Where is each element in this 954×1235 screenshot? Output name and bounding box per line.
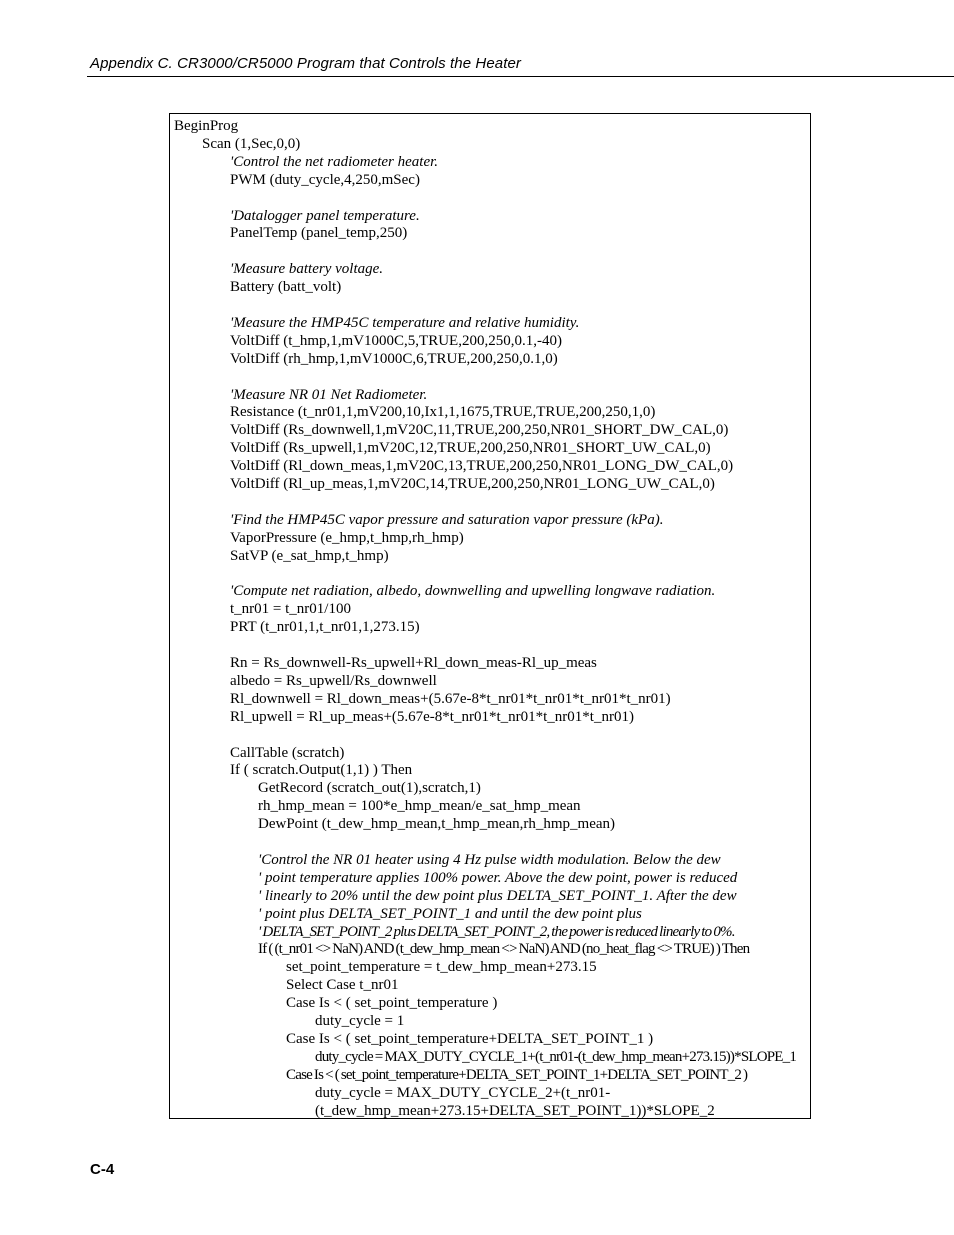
code-comment-line: 'Find the HMP45C vapor pressure and saturation vapor pressure (kPa). bbox=[230, 511, 664, 528]
code-line: Case Is < ( set_point_temperature+DELTA_SET_POINT_1+DELTA_SET_POINT_2 ) bbox=[286, 1066, 748, 1083]
code-line: VaporPressure (e_hmp,t_hmp,rh_hmp) bbox=[230, 529, 464, 546]
header-rule bbox=[87, 76, 954, 77]
code-line: CallTable (scratch) bbox=[230, 744, 345, 761]
code-comment-line: ' point plus DELTA_SET_POINT_1 and until the dew point plus bbox=[258, 905, 642, 922]
code-line: BeginProg bbox=[174, 118, 239, 134]
code-line: Rn = Rs_downwell-Rs_upwell+Rl_down_meas-Rl_up_meas bbox=[230, 655, 597, 671]
code-line: Case Is < ( set_point_temperature ) bbox=[286, 995, 498, 1012]
page-number: C-4 bbox=[90, 1161, 115, 1178]
code-line: VoltDiff (Rs_upwell,1,mV20C,12,TRUE,200,250,NR01_SHORT_UW_CAL,0) bbox=[230, 440, 711, 457]
code-comment-line: ' DELTA_SET_POINT_2 plus DELTA_SET_POINT_2, the power is reduced linearly to 0%. bbox=[258, 923, 735, 940]
code-line: If ( scratch.Output(1,1) ) Then bbox=[230, 762, 413, 779]
code-line: duty_cycle = 1 bbox=[315, 1013, 405, 1029]
code-line: duty_cycle = MAX_DUTY_CYCLE_2+(t_nr01- bbox=[315, 1084, 611, 1101]
code-line: DewPoint (t_dew_hmp_mean,t_hmp_mean,rh_hmp_mean) bbox=[258, 816, 616, 833]
code-comment-line: ' point temperature applies 100% power. Above the dew point, power is reduced bbox=[258, 869, 738, 886]
code-line: t_nr01 = t_nr01/100 bbox=[230, 601, 351, 618]
code-line: GetRecord (scratch_out(1),scratch,1) bbox=[258, 780, 481, 797]
running-header: Appendix C. CR3000/CR5000 Program that Controls the Heater bbox=[90, 55, 522, 72]
code-line: PanelTemp (panel_temp,250) bbox=[230, 225, 408, 242]
code-comment-line: 'Control the NR 01 heater using 4 Hz pulse width modulation. Below the dew bbox=[258, 851, 721, 868]
code-line: Resistance (t_nr01,1,mV200,10,Ix1,1,1675,TRUE,TRUE,200,250,1,0) bbox=[230, 404, 656, 421]
code-line: Scan (1,Sec,0,0) bbox=[202, 135, 301, 152]
code-line: rh_hmp_mean = 100*e_hmp_mean/e_sat_hmp_mean bbox=[258, 798, 581, 815]
code-line: Rl_downwell = Rl_down_meas+(5.67e-8*t_nr01*t_nr01*t_nr01*t_nr01) bbox=[230, 690, 671, 707]
code-line: VoltDiff (Rl_up_meas,1,mV20C,14,TRUE,200,250,NR01_LONG_UW_CAL,0) bbox=[230, 476, 715, 492]
code-comment-line: 'Compute net radiation, albedo, downwelling and upwelling longwave radiation. bbox=[230, 583, 716, 600]
code-comment-line: 'Datalogger panel temperature. bbox=[230, 207, 420, 224]
code-line: set_point_temperature = t_dew_hmp_mean+273.15 bbox=[286, 959, 597, 976]
code-line: PWM (duty_cycle,4,250,mSec) bbox=[230, 171, 420, 188]
code-line: Rl_upwell = Rl_up_meas+(5.67e-8*t_nr01*t_nr01*t_nr01*t_nr01) bbox=[230, 708, 634, 725]
code-comment-line: ' linearly to 20% until the dew point plus DELTA_SET_POINT_1. After the dew bbox=[258, 887, 737, 904]
code-line: albedo = Rs_upwell/Rs_downwell bbox=[230, 672, 437, 689]
code-line: SatVP (e_sat_hmp,t_hmp) bbox=[230, 547, 389, 564]
code-comment-line: 'Measure battery voltage. bbox=[230, 261, 384, 278]
code-line: If ( (t_nr01 <> NaN) AND (t_dew_hmp_mean <> NaN) AND (no_heat_flag <> TRUE) ) Then bbox=[258, 941, 750, 958]
code-line: Select Case t_nr01 bbox=[286, 977, 399, 994]
code-line: duty_cycle = MAX_DUTY_CYCLE_1+(t_nr01-(t_dew_hmp_mean+273.15))*SLOPE_1 bbox=[315, 1048, 797, 1065]
code-line: (t_dew_hmp_mean+273.15+DELTA_SET_POINT_1))*SLOPE_2 bbox=[315, 1102, 715, 1119]
code-comment-line: 'Control the net radiometer heater. bbox=[230, 153, 439, 170]
code-line: VoltDiff (rh_hmp,1,mV1000C,6,TRUE,200,250,0.1,0) bbox=[230, 350, 558, 367]
code-line: Battery (batt_volt) bbox=[230, 279, 342, 296]
code-line: VoltDiff (Rl_down_meas,1,mV20C,13,TRUE,200,250,NR01_LONG_DW_CAL,0) bbox=[230, 458, 734, 475]
code-line: PRT (t_nr01,1,t_nr01,1,273.15) bbox=[230, 619, 420, 636]
code-line: VoltDiff (t_hmp,1,mV1000C,5,TRUE,200,250,0.1,-40) bbox=[230, 332, 562, 349]
code-comment-line: 'Measure the HMP45C temperature and relative humidity. bbox=[230, 314, 580, 331]
code-listing-box bbox=[169, 113, 811, 1119]
code-line: VoltDiff (Rs_downwell,1,mV20C,11,TRUE,200,250,NR01_SHORT_DW_CAL,0) bbox=[230, 422, 729, 439]
code-comment-line: 'Measure NR 01 Net Radiometer. bbox=[230, 386, 428, 403]
code-line: Case Is < ( set_point_temperature+DELTA_SET_POINT_1 ) bbox=[286, 1030, 654, 1047]
